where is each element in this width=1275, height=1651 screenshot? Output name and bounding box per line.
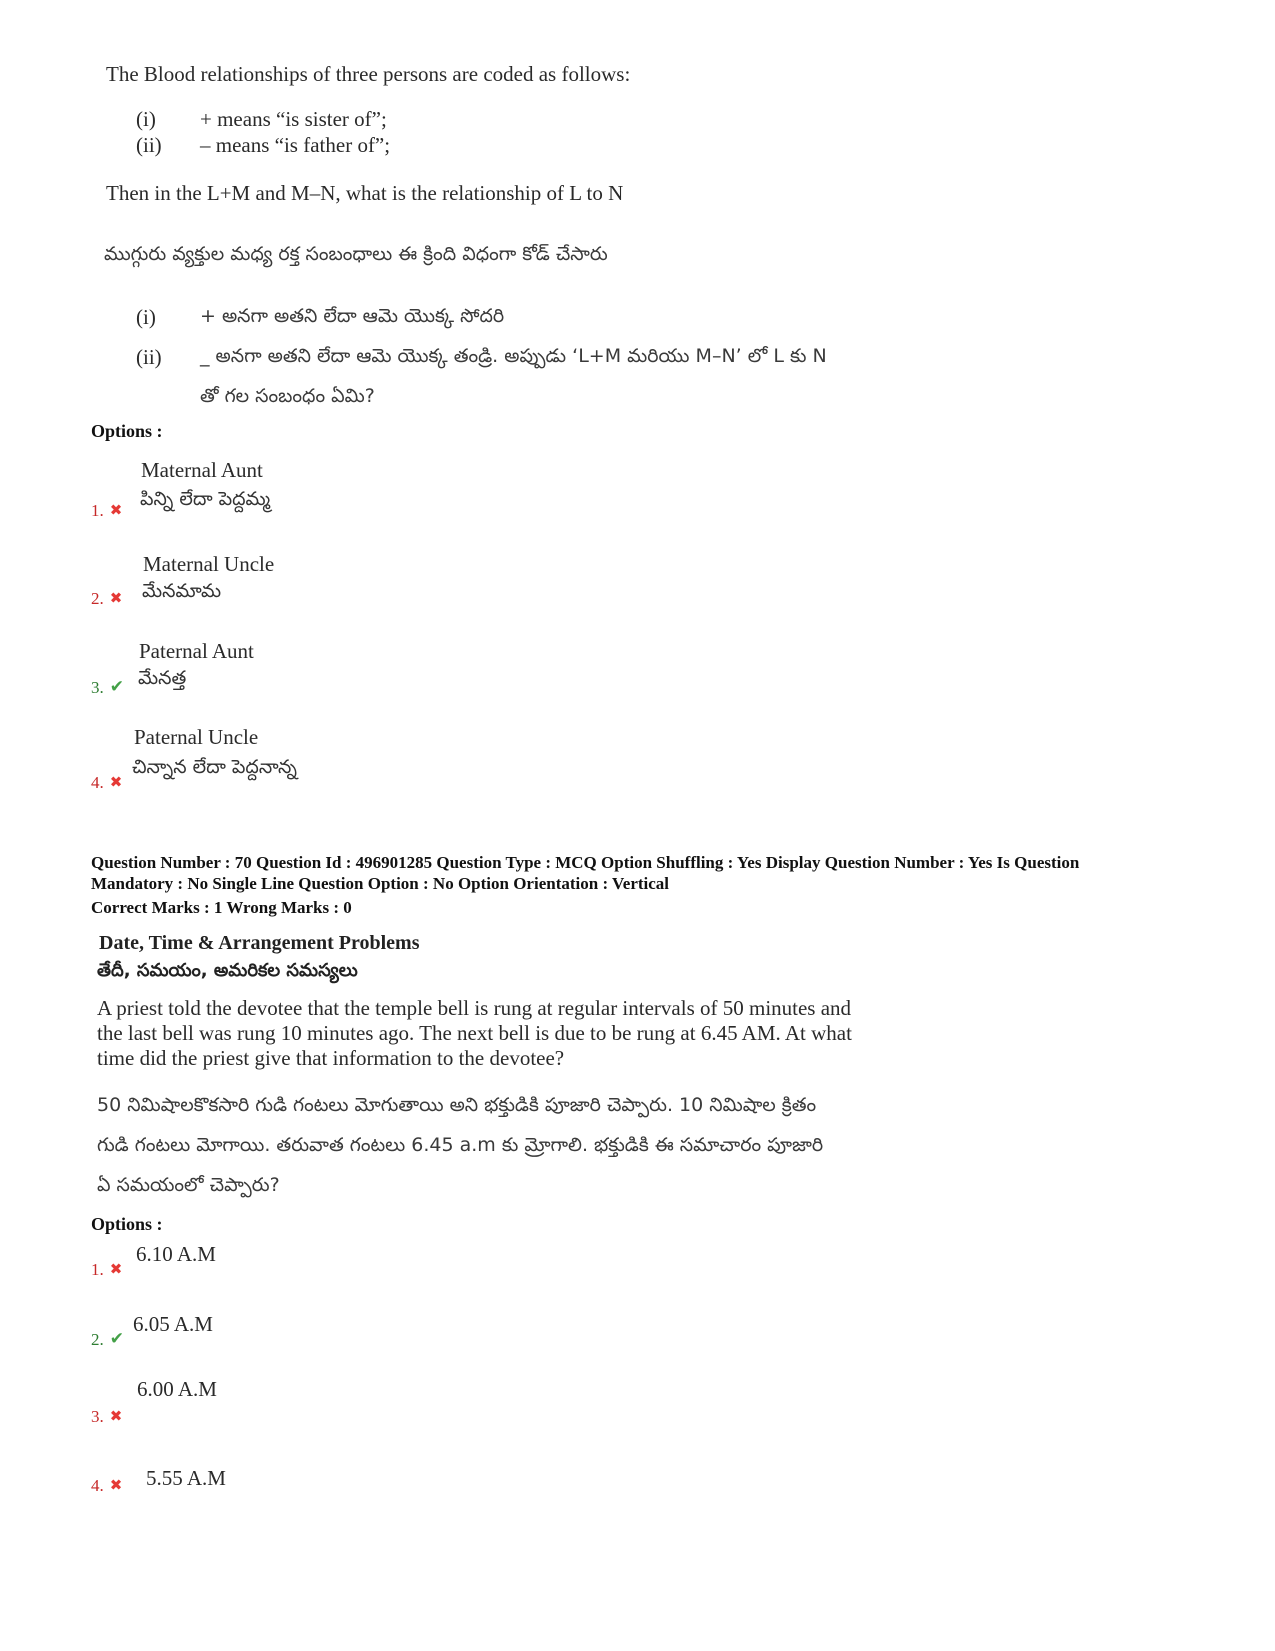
- q69-rule-num: (ii): [136, 133, 162, 157]
- wrong-cross-icon: ✖: [109, 503, 123, 519]
- q69-rule-num: (i): [136, 107, 156, 131]
- options-label: Options :: [91, 421, 163, 441]
- q69-question: Then in the L+M and M–N, what is the relationship of L to N: [106, 181, 624, 205]
- option-english: Maternal Aunt: [141, 458, 263, 482]
- q69-te-rule-cont: తో గల సంబంధం ఏమి?: [200, 385, 375, 407]
- option-english: 5.55 A.M: [146, 1466, 226, 1490]
- question-meta: Question Number : 70 Question Id : 496901285 Question Type : MCQ Option Shuffling : Yes Display Question Number : Yes Is Question Mandatory : No Single Line Question Option : No Option Orientation : Vertical: [91, 853, 1080, 893]
- option-english: Paternal Uncle: [134, 725, 259, 749]
- option-telugu: పిన్ని లేదా పెద్దమ్మ: [140, 488, 271, 510]
- option-english: 6.00 A.M: [137, 1377, 217, 1401]
- correct-check-icon: ✔: [109, 677, 124, 696]
- option-number: 2. ✔: [91, 1329, 124, 1349]
- option-number: 3. ✖: [91, 1407, 123, 1426]
- option-number: 1. ✖: [91, 501, 123, 520]
- option-number: 4. ✖: [91, 1476, 123, 1495]
- topic-telugu: తేదీ, సమయం, అమరికల సమస్యలు: [97, 960, 358, 981]
- q69-te-rule-text: + అనగా అతని లేదా ఆమె యొక్క సోదరి: [200, 305, 505, 327]
- option-telugu: మేనమామ: [142, 580, 222, 602]
- wrong-cross-icon: ✖: [109, 1478, 123, 1494]
- q70-te-line: గుడి గంటలు మోగాయి. తరువాత గంటలు 6.45 a.m కు మ్రోగాలి. భక్తుడికి ఈ సమాచారం పూజారి: [97, 1134, 824, 1156]
- option-telugu: మేనత్త: [138, 667, 187, 689]
- question-marks: Correct Marks : 1 Wrong Marks : 0: [91, 898, 352, 917]
- correct-check-icon: ✔: [109, 1329, 124, 1348]
- wrong-cross-icon: ✖: [109, 1409, 123, 1425]
- q70-question: A priest told the devotee that the temple bell is rung at regular intervals of 50 minutes and the last bell was rung 10 minutes ago. The next bell is due to be rung at 6.45 AM. At what time did the priest give that information to the devotee?: [97, 996, 852, 1070]
- option-number: 1. ✖: [91, 1260, 123, 1279]
- q69-intro: The Blood relationships of three persons are coded as follows:: [106, 62, 631, 86]
- q69-rule-text: – means “is father of”;: [200, 133, 391, 157]
- option-number: 3. ✔: [91, 677, 124, 697]
- wrong-cross-icon: ✖: [109, 775, 123, 791]
- q69-te-rule-num: (i): [136, 305, 156, 329]
- q69-te-intro: ముగ్గురు వ్యక్తుల మధ్య రక్త సంబంధాలు ఈ క్రింది విధంగా కోడ్ చేసారు: [104, 243, 608, 265]
- q70-te-line: ఏ సమయంలో చెప్పారు?: [97, 1174, 280, 1196]
- option-telugu: చిన్నాన లేదా పెద్దనాన్న: [132, 756, 297, 778]
- option-number: 4. ✖: [91, 773, 123, 792]
- option-english: Maternal Uncle: [143, 552, 275, 576]
- option-english: Paternal Aunt: [139, 639, 254, 663]
- option-english: 6.05 A.M: [133, 1312, 213, 1336]
- q70-te-line: 50 నిమిషాలకొకసారి గుడి గంటలు మోగుతాయి అని భక్తుడికి పూజారి చెప్పారు. 10 నిమిషాల క్రితం: [97, 1094, 817, 1116]
- wrong-cross-icon: ✖: [109, 591, 123, 607]
- options-label: Options :: [91, 1214, 163, 1234]
- q69-te-rule-text: _ అనగా అతని లేదా ఆమె యొక్క తండ్రి. అప్పుడు ‘L+M మరియు M–N’ లో L కు N: [200, 345, 827, 367]
- option-number: 2. ✖: [91, 589, 123, 608]
- topic-english: Date, Time & Arrangement Problems: [99, 932, 420, 954]
- wrong-cross-icon: ✖: [109, 1262, 123, 1278]
- q69-te-rule-num: (ii): [136, 345, 162, 369]
- q69-rule-text: + means “is sister of”;: [200, 107, 387, 131]
- option-english: 6.10 A.M: [136, 1242, 216, 1266]
